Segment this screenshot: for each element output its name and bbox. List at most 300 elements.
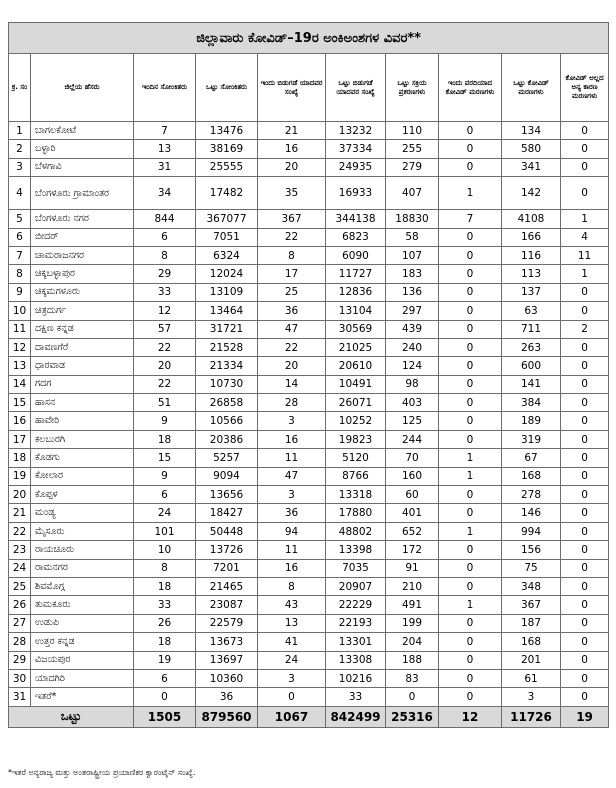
row-value-cell: 401 (386, 504, 439, 522)
row-value-cell: 0 (561, 596, 609, 614)
row-value-cell: 20 (134, 357, 196, 375)
row-value-cell: 6324 (196, 246, 258, 264)
table-row (9, 596, 609, 614)
row-value-cell: 1 (439, 177, 502, 210)
row-value-cell: 47 (258, 320, 326, 338)
row-value-cell: 101 (134, 522, 196, 540)
row-district-name: ಬಾಗಲಕೋಟೆ (31, 122, 134, 140)
row-sl-number: 18 (9, 449, 31, 467)
row-value-cell: 0 (561, 449, 609, 467)
table-row (9, 633, 609, 651)
row-district-name: ಕೋಲಾರ (31, 467, 134, 485)
row-value-cell: 0 (439, 541, 502, 559)
row-value-cell: 156 (502, 541, 561, 559)
row-value-cell: 29 (134, 265, 196, 283)
row-value-cell: 22579 (196, 614, 258, 632)
row-value-cell: 10566 (196, 412, 258, 430)
row-value-cell: 8 (258, 577, 326, 595)
table-row (9, 177, 609, 210)
row-value-cell: 36 (258, 302, 326, 320)
row-district-name: ಯಾದಗಿರಿ (31, 669, 134, 687)
row-district-name: ಕೊಪ್ಪಳ (31, 486, 134, 504)
table-row (9, 486, 609, 504)
row-value-cell: 6823 (326, 228, 386, 246)
row-sl-number: 6 (9, 228, 31, 246)
row-value-cell: 3 (258, 486, 326, 504)
row-value-cell: 91 (386, 559, 439, 577)
row-value-cell: 70 (386, 449, 439, 467)
table-row (9, 394, 609, 412)
row-value-cell: 0 (439, 430, 502, 448)
row-value-cell: 33 (134, 283, 196, 301)
covid-district-table-frame (8, 22, 608, 728)
row-value-cell: 142 (502, 177, 561, 210)
row-district-name: ಹಾಸನ (31, 394, 134, 412)
row-value-cell: 0 (561, 522, 609, 540)
row-value-cell: 13 (258, 614, 326, 632)
row-value-cell: 0 (439, 559, 502, 577)
row-value-cell: 26 (134, 614, 196, 632)
row-district-name: ರಾಯಚೂರು (31, 541, 134, 559)
row-value-cell: 0 (561, 122, 609, 140)
row-value-cell: 0 (439, 614, 502, 632)
row-value-cell: 0 (561, 577, 609, 595)
row-sl-number: 7 (9, 246, 31, 264)
table-row (9, 265, 609, 283)
row-value-cell: 22 (258, 228, 326, 246)
row-district-name: ಉಡುಪಿ (31, 614, 134, 632)
row-value-cell: 116 (502, 246, 561, 264)
header-district: ಜಿಲ್ಲೆಯ ಹೆಸರು (31, 54, 134, 122)
row-value-cell: 7201 (196, 559, 258, 577)
row-value-cell: 13476 (196, 122, 258, 140)
row-value-cell: 0 (439, 228, 502, 246)
row-district-name: ಕೊಡಗು (31, 449, 134, 467)
row-value-cell: 0 (561, 412, 609, 430)
row-value-cell: 13109 (196, 283, 258, 301)
row-value-cell: 0 (561, 614, 609, 632)
row-value-cell: 124 (386, 357, 439, 375)
row-value-cell: 348 (502, 577, 561, 595)
row-value-cell: 13104 (326, 302, 386, 320)
row-district-name: ಬಳ್ಳಾರಿ (31, 140, 134, 158)
row-value-cell: 22 (134, 375, 196, 393)
row-value-cell: 57 (134, 320, 196, 338)
row-sl-number: 9 (9, 283, 31, 301)
row-value-cell: 711 (502, 320, 561, 338)
row-value-cell: 6090 (326, 246, 386, 264)
row-value-cell: 263 (502, 338, 561, 356)
row-value-cell: 24935 (326, 158, 386, 176)
row-value-cell: 0 (439, 669, 502, 687)
row-value-cell: 38169 (196, 140, 258, 158)
row-value-cell: 5120 (326, 449, 386, 467)
row-value-cell: 210 (386, 577, 439, 595)
row-value-cell: 48802 (326, 522, 386, 540)
total-row (9, 706, 609, 727)
row-value-cell: 0 (439, 302, 502, 320)
row-value-cell: 0 (439, 158, 502, 176)
row-value-cell: 33 (326, 688, 386, 706)
row-sl-number: 20 (9, 486, 31, 504)
row-value-cell: 0 (439, 338, 502, 356)
row-value-cell: 21334 (196, 357, 258, 375)
row-value-cell: 12836 (326, 283, 386, 301)
row-value-cell: 18830 (386, 210, 439, 228)
header-row (9, 54, 609, 122)
row-value-cell: 11727 (326, 265, 386, 283)
row-district-name: ರಾಮನಗರ (31, 559, 134, 577)
row-value-cell: 36 (196, 688, 258, 706)
row-value-cell: 0 (561, 140, 609, 158)
row-value-cell: 10491 (326, 375, 386, 393)
header-today-positive: ಇಂದಿನ ಸೋಂಕಿತರು (134, 54, 196, 122)
row-district-name: ಧಾರವಾಡ (31, 357, 134, 375)
row-value-cell: 9 (134, 412, 196, 430)
total-cell: 1067 (258, 706, 326, 727)
row-value-cell: 0 (561, 688, 609, 706)
row-value-cell: 0 (561, 177, 609, 210)
row-value-cell: 0 (439, 246, 502, 264)
row-value-cell: 0 (561, 394, 609, 412)
row-value-cell: 11 (258, 449, 326, 467)
table-row (9, 669, 609, 687)
row-value-cell: 204 (386, 633, 439, 651)
table-row (9, 246, 609, 264)
row-district-name: ವಿಜಯಪುರ (31, 651, 134, 669)
row-value-cell: 125 (386, 412, 439, 430)
row-value-cell: 43 (258, 596, 326, 614)
row-value-cell: 0 (561, 357, 609, 375)
row-value-cell: 0 (439, 265, 502, 283)
row-value-cell: 491 (386, 596, 439, 614)
row-value-cell: 160 (386, 467, 439, 485)
row-district-name: ಬೆಳಗಾವಿ (31, 158, 134, 176)
row-value-cell: 0 (561, 541, 609, 559)
row-district-name: ಕಲಬುರಗಿ (31, 430, 134, 448)
row-sl-number: 21 (9, 504, 31, 522)
row-value-cell: 403 (386, 394, 439, 412)
row-sl-number: 26 (9, 596, 31, 614)
row-value-cell: 33 (134, 596, 196, 614)
row-sl-number: 27 (9, 614, 31, 632)
table-row (9, 504, 609, 522)
row-value-cell: 341 (502, 158, 561, 176)
row-value-cell: 0 (386, 688, 439, 706)
row-sl-number: 17 (9, 430, 31, 448)
row-value-cell: 21528 (196, 338, 258, 356)
row-value-cell: 13697 (196, 651, 258, 669)
row-sl-number: 14 (9, 375, 31, 393)
row-value-cell: 17880 (326, 504, 386, 522)
row-value-cell: 652 (386, 522, 439, 540)
row-value-cell: 188 (386, 651, 439, 669)
row-district-name: ದಕ್ಷಿಣ ಕನ್ನಡ (31, 320, 134, 338)
row-district-name: ಬೆಂಗಳೂರು ಗ್ರಾಮಾಂತರ (31, 177, 134, 210)
row-value-cell: 113 (502, 265, 561, 283)
row-value-cell: 14 (258, 375, 326, 393)
row-value-cell: 107 (386, 246, 439, 264)
table-row (9, 651, 609, 669)
row-sl-number: 28 (9, 633, 31, 651)
table-row (9, 158, 609, 176)
table-row (9, 302, 609, 320)
row-value-cell: 183 (386, 265, 439, 283)
row-value-cell: 41 (258, 633, 326, 651)
row-value-cell: 0 (439, 320, 502, 338)
row-value-cell: 0 (439, 283, 502, 301)
row-value-cell: 17 (258, 265, 326, 283)
row-value-cell: 12024 (196, 265, 258, 283)
row-value-cell: 25555 (196, 158, 258, 176)
row-sl-number: 10 (9, 302, 31, 320)
row-sl-number: 12 (9, 338, 31, 356)
table-row (9, 140, 609, 158)
row-value-cell: 189 (502, 412, 561, 430)
row-value-cell: 94 (258, 522, 326, 540)
table-body (9, 122, 609, 707)
row-value-cell: 201 (502, 651, 561, 669)
row-value-cell: 10360 (196, 669, 258, 687)
row-sl-number: 29 (9, 651, 31, 669)
row-value-cell: 0 (134, 688, 196, 706)
row-sl-number: 3 (9, 158, 31, 176)
table-row (9, 210, 609, 228)
row-value-cell: 13464 (196, 302, 258, 320)
row-value-cell: 3 (258, 669, 326, 687)
row-value-cell: 6 (134, 486, 196, 504)
row-value-cell: 0 (561, 504, 609, 522)
row-value-cell: 51 (134, 394, 196, 412)
table-row (9, 430, 609, 448)
row-value-cell: 5257 (196, 449, 258, 467)
total-cell: 12 (439, 706, 502, 727)
row-value-cell: 28 (258, 394, 326, 412)
row-value-cell: 0 (439, 688, 502, 706)
row-value-cell: 994 (502, 522, 561, 540)
row-value-cell: 367077 (196, 210, 258, 228)
row-value-cell: 23087 (196, 596, 258, 614)
row-value-cell: 12 (134, 302, 196, 320)
row-value-cell: 18 (134, 633, 196, 651)
row-value-cell: 67 (502, 449, 561, 467)
row-value-cell: 13398 (326, 541, 386, 559)
total-cell: 842499 (326, 706, 386, 727)
row-sl-number: 15 (9, 394, 31, 412)
row-value-cell: 1 (439, 596, 502, 614)
row-value-cell: 384 (502, 394, 561, 412)
table-row (9, 320, 609, 338)
row-sl-number: 30 (9, 669, 31, 687)
row-value-cell: 13308 (326, 651, 386, 669)
row-value-cell: 407 (386, 177, 439, 210)
table-row (9, 357, 609, 375)
row-value-cell: 240 (386, 338, 439, 356)
total-cell: 1505 (134, 706, 196, 727)
row-value-cell: 15 (134, 449, 196, 467)
table-row (9, 375, 609, 393)
row-value-cell: 13301 (326, 633, 386, 651)
row-value-cell: 17482 (196, 177, 258, 210)
row-value-cell: 31721 (196, 320, 258, 338)
row-value-cell: 136 (386, 283, 439, 301)
row-value-cell: 22 (134, 338, 196, 356)
row-district-name: ಚಿತ್ರದುರ್ಗ (31, 302, 134, 320)
row-value-cell: 278 (502, 486, 561, 504)
row-value-cell: 844 (134, 210, 196, 228)
row-value-cell: 0 (561, 375, 609, 393)
table-row (9, 541, 609, 559)
covid-district-table (8, 22, 609, 728)
row-value-cell: 137 (502, 283, 561, 301)
row-value-cell: 10252 (326, 412, 386, 430)
footnote: *ಇತರೆ ಅನ್ಯರಾಜ್ಯ ಮತ್ತು ಅಂತರಾಷ್ಟ್ರೀಯ ಪ್ರಯಾಣಿಕರ ಕ್ವಾರಂಟೈನ್ ಸಂಖ್ಯೆ. (8, 768, 196, 777)
row-value-cell: 0 (561, 559, 609, 577)
row-value-cell: 172 (386, 541, 439, 559)
row-value-cell: 7051 (196, 228, 258, 246)
total-label: ಒಟ್ಟು (9, 706, 134, 727)
row-value-cell: 18 (134, 430, 196, 448)
row-value-cell: 11 (258, 541, 326, 559)
row-value-cell: 22229 (326, 596, 386, 614)
row-sl-number: 2 (9, 140, 31, 158)
row-value-cell: 1 (561, 265, 609, 283)
row-value-cell: 2 (561, 320, 609, 338)
row-district-name: ಬೆಂಗಳೂರು ನಗರ (31, 210, 134, 228)
row-sl-number: 25 (9, 577, 31, 595)
row-value-cell: 0 (439, 504, 502, 522)
row-sl-number: 23 (9, 541, 31, 559)
row-value-cell: 63 (502, 302, 561, 320)
row-value-cell: 0 (561, 651, 609, 669)
row-value-cell: 26858 (196, 394, 258, 412)
row-value-cell: 24 (258, 651, 326, 669)
row-value-cell: 13 (134, 140, 196, 158)
row-sl-number: 13 (9, 357, 31, 375)
table-row (9, 614, 609, 632)
row-value-cell: 580 (502, 140, 561, 158)
row-value-cell: 0 (439, 122, 502, 140)
row-sl-number: 31 (9, 688, 31, 706)
row-value-cell: 0 (439, 412, 502, 430)
row-value-cell: 244 (386, 430, 439, 448)
row-district-name: ಚಿಕ್ಕಬಳ್ಳಾಪುರ (31, 265, 134, 283)
row-value-cell: 19 (134, 651, 196, 669)
row-value-cell: 13656 (196, 486, 258, 504)
row-value-cell: 16 (258, 430, 326, 448)
row-value-cell: 168 (502, 467, 561, 485)
table-row (9, 559, 609, 577)
row-value-cell: 8766 (326, 467, 386, 485)
row-value-cell: 20386 (196, 430, 258, 448)
row-value-cell: 1 (439, 449, 502, 467)
total-cell: 11726 (502, 706, 561, 727)
row-value-cell: 98 (386, 375, 439, 393)
row-district-name: ಇತರೆ* (31, 688, 134, 706)
row-value-cell: 22 (258, 338, 326, 356)
row-value-cell: 50448 (196, 522, 258, 540)
row-value-cell: 16933 (326, 177, 386, 210)
row-value-cell: 20610 (326, 357, 386, 375)
row-value-cell: 6 (134, 669, 196, 687)
row-value-cell: 16 (258, 140, 326, 158)
row-district-name: ಗದಗ (31, 375, 134, 393)
row-value-cell: 1 (561, 210, 609, 228)
row-sl-number: 22 (9, 522, 31, 540)
row-value-cell: 6 (134, 228, 196, 246)
row-value-cell: 8 (134, 246, 196, 264)
table-row (9, 338, 609, 356)
row-value-cell: 0 (561, 486, 609, 504)
row-value-cell: 0 (561, 158, 609, 176)
row-value-cell: 20 (258, 158, 326, 176)
row-sl-number: 16 (9, 412, 31, 430)
row-value-cell: 0 (561, 669, 609, 687)
table-row (9, 449, 609, 467)
row-value-cell: 21025 (326, 338, 386, 356)
row-district-name: ಚಿಕ್ಕಮಗಳೂರು (31, 283, 134, 301)
total-cell: 25316 (386, 706, 439, 727)
row-district-name: ಬೀದರ್ (31, 228, 134, 246)
row-value-cell: 141 (502, 375, 561, 393)
row-value-cell: 1 (439, 467, 502, 485)
row-value-cell: 21 (258, 122, 326, 140)
row-value-cell: 10730 (196, 375, 258, 393)
row-value-cell: 0 (439, 140, 502, 158)
row-sl-number: 11 (9, 320, 31, 338)
row-value-cell: 20907 (326, 577, 386, 595)
row-value-cell: 367 (258, 210, 326, 228)
row-value-cell: 0 (561, 338, 609, 356)
row-value-cell: 16 (258, 559, 326, 577)
table-row (9, 577, 609, 595)
row-district-name: ದಾವಣಗೆರೆ (31, 338, 134, 356)
header-today-deaths: ಇಂದು ವರದಿಯಾದ ಕೋವಿಡ್ ಮರಣಗಳು (439, 54, 502, 122)
row-value-cell: 13232 (326, 122, 386, 140)
table-row (9, 467, 609, 485)
table-row (9, 122, 609, 140)
row-value-cell: 7035 (326, 559, 386, 577)
row-value-cell: 25 (258, 283, 326, 301)
table-title: ಜಿಲ್ಲಾವಾರು ಕೋವಿಡ್–19ರ ಅಂಕಿಅಂಶಗಳ ವಿವರ** (9, 23, 609, 54)
header-today-discharged: ಇಂದು ಬಿಡುಗಡೆ ಯಾದವರ ಸಂಖ್ಯೆ (258, 54, 326, 122)
row-value-cell: 36 (258, 504, 326, 522)
row-value-cell: 0 (439, 651, 502, 669)
row-value-cell: 22193 (326, 614, 386, 632)
total-cell: 19 (561, 706, 609, 727)
row-value-cell: 0 (561, 633, 609, 651)
row-value-cell: 3 (502, 688, 561, 706)
row-value-cell: 0 (561, 430, 609, 448)
row-value-cell: 60 (386, 486, 439, 504)
row-district-name: ಮಂಡ್ಯ (31, 504, 134, 522)
row-sl-number: 19 (9, 467, 31, 485)
row-value-cell: 13726 (196, 541, 258, 559)
row-value-cell: 0 (439, 394, 502, 412)
row-value-cell: 8 (134, 559, 196, 577)
row-value-cell: 0 (439, 375, 502, 393)
row-value-cell: 83 (386, 669, 439, 687)
row-value-cell: 24 (134, 504, 196, 522)
row-value-cell: 439 (386, 320, 439, 338)
row-value-cell: 20 (258, 357, 326, 375)
row-value-cell: 0 (439, 633, 502, 651)
table-row (9, 688, 609, 706)
row-value-cell: 21465 (196, 577, 258, 595)
row-value-cell: 110 (386, 122, 439, 140)
title-row (9, 23, 609, 54)
row-district-name: ಶಿವಮೊಗ್ಗ (31, 577, 134, 595)
